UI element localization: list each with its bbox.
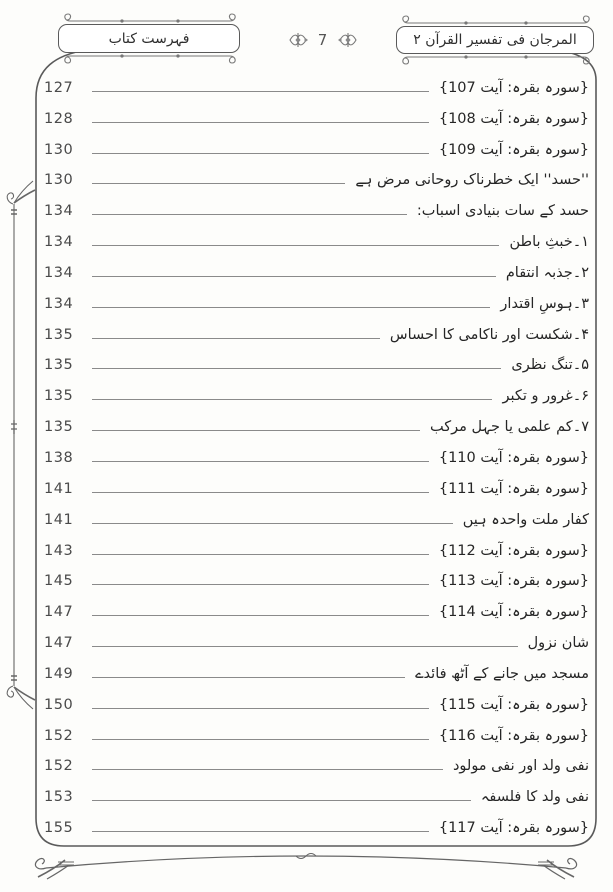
toc-page-number: 135 [44, 326, 74, 343]
toc-title: حسد کے سات بنیادی اسباب: [416, 203, 589, 220]
toc-row [44, 529, 589, 560]
toc-title: {سورہ بقرہ: آیت 109} [438, 141, 589, 158]
leader-line [92, 153, 429, 154]
toc-title: ۶۔غرور و تکبر [502, 388, 589, 405]
page-number-group [278, 28, 368, 52]
leader-line [92, 122, 429, 123]
leader-line [92, 368, 501, 369]
toc-title: {سورہ بقرہ: آیت 107} [438, 79, 589, 96]
toc-title: {سورہ بقرہ: آیت 117} [438, 820, 589, 837]
page-number: 7 [317, 31, 329, 49]
toc-title: ۲۔جذبہ انتقام [505, 264, 589, 281]
toc-row [44, 313, 589, 344]
toc-title: {سورہ بقرہ: آیت 116} [438, 727, 589, 744]
leader-line [92, 523, 453, 524]
toc-page-number: 149 [44, 665, 74, 682]
toc-title: {سورہ بقرہ: آیت 111} [438, 480, 589, 497]
flourish-line-icon [58, 12, 242, 24]
section-title-group [58, 12, 242, 65]
toc-title: نفی ولد کا فلسفہ [480, 789, 589, 806]
toc-title: {سورہ بقرہ: آیت 113} [438, 573, 589, 590]
leader-line [92, 800, 471, 801]
leader-line [92, 584, 429, 585]
leader-line [92, 554, 429, 555]
toc-title: نفی ولد اور نفی مولود [452, 758, 589, 775]
toc-page-number: 127 [44, 79, 74, 96]
toc-title: مسجد میں جانے کے آٹھ فائدے [415, 665, 589, 682]
toc-row [44, 775, 589, 806]
toc-row [44, 128, 589, 159]
toc-title: {سورہ بقرہ: آیت 108} [438, 110, 589, 127]
toc-row [44, 621, 589, 652]
toc-page-number: 135 [44, 419, 74, 436]
leader-line [92, 214, 407, 215]
toc-row [44, 652, 589, 683]
leader-line [92, 615, 429, 616]
toc-page-number: 152 [44, 727, 74, 744]
flourish-line-icon [396, 14, 596, 26]
toc-page-number: 135 [44, 357, 74, 374]
toc-row [44, 97, 589, 128]
toc-title: {سورہ بقرہ: آیت 115} [438, 696, 589, 713]
toc-title: {سورہ بقرہ: آیت 112} [438, 542, 589, 559]
toc-page-number: 145 [44, 573, 74, 590]
toc-row [44, 590, 589, 621]
toc-title: ''حسد'' ایک خطرناک روحانی مرض ہے [355, 172, 589, 189]
toc-row [44, 560, 589, 591]
leader-line [92, 461, 429, 462]
toc-row [44, 159, 589, 190]
toc-page-number: 138 [44, 449, 74, 466]
fleuron-icon [337, 31, 359, 49]
toc-page-number: 141 [44, 480, 74, 497]
leader-line [92, 677, 405, 678]
section-title: فہرست کتاب [108, 30, 190, 47]
leader-line [92, 831, 429, 832]
leader-line [92, 646, 518, 647]
toc-page-number: 134 [44, 264, 74, 281]
toc-row [44, 251, 589, 282]
toc-row [44, 405, 589, 436]
toc-title: {سورہ بقرہ: آیت 110} [438, 449, 589, 466]
toc-title: ۴۔شکست اور ناکامی کا احساس [389, 326, 589, 343]
leader-line [92, 276, 496, 277]
toc-page-number: 152 [44, 758, 74, 775]
toc-title: شان نزول [527, 635, 589, 652]
toc-page-number: 141 [44, 511, 74, 528]
toc-row [44, 282, 589, 313]
toc-row [44, 714, 589, 745]
toc-title: {سورہ بقرہ: آیت 114} [438, 604, 589, 621]
toc-page-number: 134 [44, 234, 74, 251]
section-title-box [58, 24, 240, 53]
toc-page-number: 134 [44, 295, 74, 312]
leader-line [92, 338, 380, 339]
toc-page-number: 155 [44, 820, 74, 837]
left-margin-flourish [7, 181, 35, 709]
leader-line [92, 91, 429, 92]
toc-page-number: 147 [44, 604, 74, 621]
toc-row [44, 220, 589, 251]
toc-row [44, 66, 589, 97]
footer-arc-flourish [35, 854, 576, 880]
toc-page-number: 143 [44, 542, 74, 559]
leader-line [92, 492, 429, 493]
toc-row [44, 467, 589, 498]
toc-row [44, 436, 589, 467]
book-title: المرجان فی تفسیر القرآن ۲ [413, 32, 577, 48]
flourish-line-icon [396, 54, 596, 66]
toc-row [44, 344, 589, 375]
leader-line [92, 430, 420, 431]
book-title-group [396, 14, 596, 66]
toc-page-number: 147 [44, 635, 74, 652]
toc-page-number: 150 [44, 696, 74, 713]
toc-list [44, 66, 589, 837]
toc-page-number: 135 [44, 388, 74, 405]
leader-line [92, 739, 429, 740]
toc-title: ۷۔کم علمی یا جہل مرکب [429, 419, 589, 436]
leader-line [92, 183, 345, 184]
leader-line [92, 708, 429, 709]
toc-title: کفار ملت واحدہ ہیں [462, 511, 589, 528]
toc-title: ۳۔ہوسِ اقتدار [500, 295, 589, 312]
toc-row [44, 189, 589, 220]
leader-line [92, 307, 490, 308]
toc-page-number: 130 [44, 141, 74, 158]
leader-line [92, 245, 499, 246]
toc-row [44, 806, 589, 837]
toc-row [44, 745, 589, 776]
toc-row [44, 683, 589, 714]
toc-page-number: 130 [44, 172, 74, 189]
toc-row [44, 498, 589, 529]
toc-page-number: 153 [44, 789, 74, 806]
leader-line [92, 769, 443, 770]
flourish-line-icon [58, 53, 242, 65]
toc-title: ۱۔خبثِ باطن [509, 234, 589, 251]
fleuron-icon [287, 31, 309, 49]
toc-row [44, 374, 589, 405]
toc-page-number: 134 [44, 203, 74, 220]
toc-title: ۵۔تنگ نظری [511, 357, 589, 374]
toc-page-number: 128 [44, 110, 74, 127]
leader-line [92, 399, 492, 400]
book-title-box [396, 26, 594, 54]
